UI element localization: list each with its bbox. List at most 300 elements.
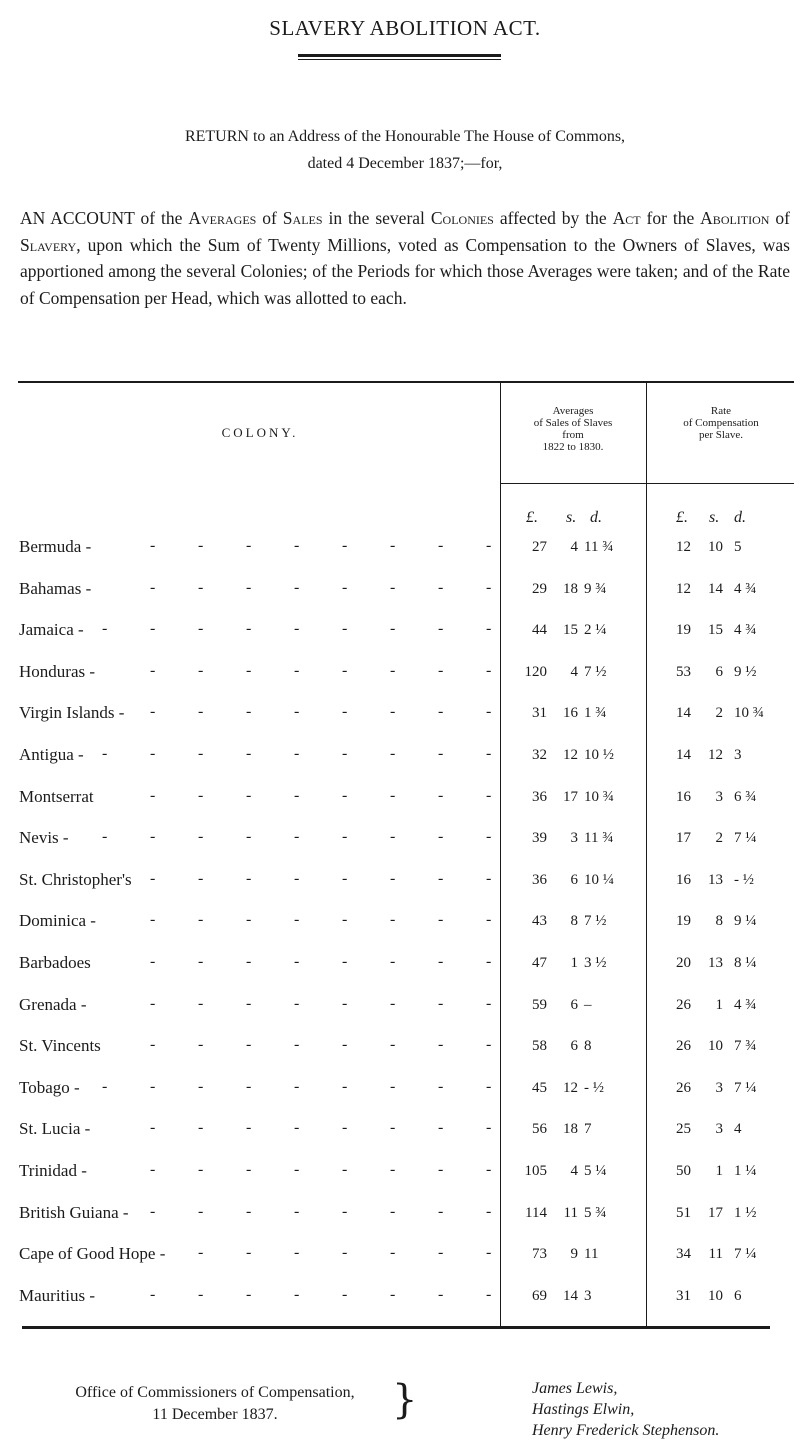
avg-pence: 11 ¾ — [584, 830, 614, 847]
leader-dash: - — [150, 620, 156, 638]
leader-dash: - — [486, 578, 492, 596]
dot-leader — [105, 537, 492, 563]
dated-line: dated 4 December 1837;—for, — [307, 155, 503, 172]
leader-dash: - — [150, 1285, 156, 1303]
leader-dash: - — [438, 994, 444, 1012]
avg-pence: 3 ½ — [584, 955, 607, 971]
avg-pounds: 59 — [532, 996, 547, 1013]
leader-dash: - — [246, 828, 252, 846]
rate-pounds: 16 — [676, 871, 691, 888]
rate-shillings: 10 — [708, 1287, 723, 1304]
avg-shillings: 11 — [563, 1204, 578, 1221]
leader-dash: - — [438, 1077, 444, 1095]
leader-dash: - — [342, 1285, 348, 1303]
averages-header-line: from — [562, 429, 584, 441]
leader-dash: - — [246, 911, 252, 929]
dot-leader — [104, 1119, 492, 1145]
rate-pounds: 19 — [676, 622, 691, 639]
rate-pence: 4 ¾ — [734, 996, 757, 1013]
avg-pounds: 36 — [532, 871, 547, 888]
rate-header-line: of Compensation — [683, 417, 759, 429]
dot-leader — [143, 1203, 492, 1229]
leader-dash: - — [438, 869, 444, 887]
rate-pence: 7 ¼ — [734, 830, 757, 847]
dot-leader — [115, 1036, 492, 1062]
rate-shillings: 17 — [708, 1204, 723, 1221]
avg-pence: 7 ½ — [584, 913, 607, 930]
avg-pounds: 105 — [524, 1163, 547, 1179]
rate-pounds: 20 — [676, 955, 691, 971]
leader-dash: - — [438, 620, 444, 638]
leader-dash: - — [294, 1285, 300, 1303]
table-row — [0, 1161, 810, 1187]
leader-dash: - — [198, 786, 204, 804]
leader-dash: - — [246, 1036, 252, 1054]
avg-pounds: 47 — [532, 955, 547, 971]
leader-dash: - — [246, 578, 252, 596]
avg-shillings: 15 — [563, 622, 578, 639]
office-line: Office of Commissioners of Compensation, — [75, 1384, 355, 1401]
rate-pence: 1 ½ — [734, 1204, 757, 1221]
table-row — [0, 1244, 810, 1270]
colony-name: Mauritius - — [19, 1285, 96, 1305]
leader-dash: - — [438, 537, 444, 554]
table-top-rule — [18, 381, 794, 383]
rate-shillings: 2 — [715, 830, 723, 847]
rate-pence: 5 — [734, 539, 742, 555]
avg-shillings: 3 — [570, 830, 578, 847]
leader-dash: - — [246, 661, 252, 679]
leader-dash: - — [150, 1036, 156, 1054]
avg-pounds: 58 — [532, 1038, 547, 1055]
title-rule-thick — [298, 54, 501, 57]
leader-dash: - — [390, 745, 396, 762]
document-title: SLAVERY ABOLITION ACT. — [269, 16, 541, 40]
table-row — [0, 953, 810, 979]
colony-name: St. Vincents — [19, 1036, 101, 1056]
office-block — [40, 1382, 390, 1426]
colony-name: Dominica - — [19, 911, 96, 931]
table-row — [0, 1036, 810, 1062]
leader-dash: - — [342, 911, 348, 929]
dot-leader — [105, 953, 492, 979]
colony-name: Cape of Good Hope - — [19, 1244, 166, 1264]
rate-pounds: 12 — [676, 539, 691, 555]
colony-name: Tobago - — [19, 1077, 80, 1097]
leader-dash: - — [150, 953, 156, 970]
leader-dash: - — [438, 828, 444, 846]
avg-pounds: 29 — [532, 580, 547, 597]
colony-name: Montserrat — [19, 786, 94, 806]
leader-dash: - — [390, 703, 396, 721]
leader-dash: - — [438, 953, 444, 970]
leader-dash: - — [198, 911, 204, 929]
leader-dash: - — [198, 745, 204, 762]
rate-pounds: 16 — [676, 788, 691, 805]
avg-shillings: 4 — [570, 539, 578, 555]
leader-dash: - — [294, 1244, 300, 1262]
avg-pence: 10 ¾ — [584, 788, 614, 805]
averages-header-line: 1822 to 1830. — [542, 441, 604, 453]
leader-dash: - — [198, 537, 204, 554]
rate-shillings: 13 — [708, 871, 723, 888]
account-lead: AN ACCOUNT — [20, 208, 135, 228]
unit-pounds-rate: £. — [676, 509, 688, 526]
leader-dash: - — [438, 661, 444, 679]
colony-name: St. Lucia - — [19, 1119, 91, 1139]
leader-dash: - — [246, 1119, 252, 1137]
dot-leader — [146, 870, 492, 896]
rate-pounds: 34 — [676, 1246, 691, 1263]
leader-dash: - — [486, 703, 492, 721]
leader-dash: - — [246, 1244, 252, 1262]
leader-dash: - — [486, 1077, 492, 1095]
leader-dash: - — [390, 620, 396, 638]
leader-dash: - — [150, 703, 156, 721]
leader-dash: - — [198, 1077, 204, 1095]
rate-shillings: 3 — [715, 1121, 723, 1138]
rate-pounds: 14 — [676, 747, 691, 763]
leader-dash: - — [294, 1077, 300, 1095]
avg-pence: 5 ¾ — [584, 1204, 607, 1221]
leader-dash: - — [486, 869, 492, 887]
rate-shillings: 3 — [715, 1079, 723, 1096]
leader-dash: - — [198, 994, 204, 1012]
dot-leader — [83, 828, 492, 854]
rate-shillings: 10 — [708, 1038, 723, 1055]
rate-pence: 7 ¼ — [734, 1246, 757, 1263]
leader-dash: - — [438, 1161, 444, 1178]
avg-shillings: 17 — [563, 788, 578, 805]
avg-pence: 7 ½ — [584, 663, 607, 680]
avg-shillings: 1 — [570, 955, 578, 971]
leader-dash: - — [294, 994, 300, 1012]
leader-dash: - — [198, 1161, 204, 1178]
rate-header-line: per Slave. — [699, 429, 743, 441]
leader-dash: - — [390, 1119, 396, 1137]
signatory: Henry Frederick Stephenson. — [532, 1422, 720, 1439]
leader-dash: - — [390, 1161, 396, 1178]
rate-shillings: 15 — [708, 622, 723, 639]
avg-pence: 11 ¾ — [584, 539, 614, 555]
avg-shillings: 6 — [570, 996, 578, 1013]
leader-dash: - — [342, 537, 348, 554]
leader-dash: - — [486, 786, 492, 804]
leader-dash: - — [294, 745, 300, 762]
leader-dash: - — [390, 1036, 396, 1054]
account-text: of the Averages of Sales in the several Colonies affected by the Act for the Abolition of Slavery, upon which the Sum of Twenty Millions, voted as Compensation to the Owners of Slaves, was apportioned among the several Colonies; of the Periods for which those Averages were taken; and of the Rate of Compensation per Head, which was allotted to each. — [20, 208, 790, 308]
rate-pounds: 12 — [676, 580, 691, 597]
leader-dash: - — [390, 994, 396, 1012]
avg-pounds: 44 — [532, 622, 547, 639]
leader-dash: - — [198, 1036, 204, 1054]
leader-dash: - — [438, 1285, 444, 1303]
return-line: RETURN to an Address of the Honourable The House of Commons, — [184, 128, 626, 145]
rate-pounds: 50 — [676, 1163, 691, 1179]
table-row — [0, 620, 810, 646]
leader-dash: - — [198, 869, 204, 887]
leader-dash: - — [486, 994, 492, 1012]
rate-pounds: 26 — [676, 996, 691, 1013]
leader-dash: - — [198, 828, 204, 846]
leader-dash: - — [246, 1161, 252, 1178]
rate-pence: 1 ¼ — [734, 1163, 757, 1179]
leader-dash: - — [342, 1077, 348, 1095]
dot-leader — [98, 745, 492, 771]
leader-dash: - — [438, 1244, 444, 1262]
leader-dash: - — [486, 537, 492, 554]
unit-shillings-rate: s. — [709, 509, 720, 526]
leader-dash: - — [486, 828, 492, 846]
table-row — [0, 787, 810, 813]
avg-pounds: 36 — [532, 788, 547, 805]
dot-leader — [110, 911, 492, 937]
leader-dash: - — [246, 953, 252, 970]
leader-dash: - — [342, 828, 348, 846]
leader-dash: - — [198, 953, 204, 970]
leader-dash: - — [102, 620, 108, 638]
leader-dash: - — [246, 786, 252, 804]
rate-pence: 10 ¾ — [734, 705, 764, 722]
rate-shillings: 8 — [715, 913, 723, 930]
leader-dash: - — [390, 786, 396, 804]
leader-dash: - — [342, 953, 348, 970]
leader-dash: - — [390, 1285, 396, 1303]
account-paragraph — [20, 205, 790, 311]
leader-dash: - — [438, 745, 444, 762]
colony-name: Trinidad - — [19, 1161, 87, 1180]
leader-dash: - — [486, 953, 492, 970]
avg-shillings: 16 — [563, 705, 578, 722]
leader-dash: - — [294, 1036, 300, 1054]
avg-pence: – — [584, 996, 592, 1013]
leader-dash: - — [150, 828, 156, 846]
leader-dash: - — [390, 1202, 396, 1220]
leader-dash: - — [246, 994, 252, 1012]
office-date: 11 December 1837. — [152, 1406, 278, 1423]
leader-dash: - — [294, 620, 300, 638]
leader-dash: - — [294, 703, 300, 721]
column-header-rate — [648, 405, 794, 441]
leader-dash: - — [150, 911, 156, 929]
leader-dash: - — [102, 828, 108, 846]
rate-pence: 4 ¾ — [734, 580, 757, 597]
dot-leader — [109, 662, 492, 688]
leader-dash: - — [246, 620, 252, 638]
avg-shillings: 18 — [563, 580, 578, 597]
table-row — [0, 1286, 810, 1312]
rate-shillings: 14 — [708, 580, 723, 597]
rate-pence: 6 — [734, 1287, 742, 1304]
leader-dash: - — [342, 994, 348, 1012]
leader-dash: - — [438, 1202, 444, 1220]
avg-shillings: 18 — [563, 1121, 578, 1138]
dot-leader — [94, 1078, 492, 1104]
rate-pence: - ½ — [734, 871, 754, 888]
leader-dash: - — [390, 537, 396, 554]
rate-shillings: 11 — [708, 1246, 723, 1263]
leader-dash: - — [246, 745, 252, 762]
avg-pounds: 114 — [525, 1204, 547, 1221]
leader-dash: - — [390, 953, 396, 970]
leader-dash: - — [438, 786, 444, 804]
table-row — [0, 911, 810, 937]
table-row — [0, 662, 810, 688]
table-row — [0, 1078, 810, 1104]
avg-pence: 10 ¼ — [584, 871, 614, 888]
leader-dash: - — [486, 1036, 492, 1054]
leader-dash: - — [198, 1202, 204, 1220]
avg-pounds: 39 — [532, 830, 547, 847]
averages-header-line: Averages — [552, 405, 594, 417]
leader-dash: - — [342, 1161, 348, 1178]
header-rule — [500, 483, 794, 484]
unit-pence-rate: d. — [734, 509, 746, 526]
colony-name: Barbadoes — [19, 953, 91, 972]
colony-name: Honduras - — [19, 661, 96, 681]
rate-shillings: 6 — [715, 663, 723, 680]
signatory: James Lewis, — [532, 1380, 618, 1397]
leader-dash: - — [486, 1285, 492, 1303]
leader-dash: - — [342, 869, 348, 887]
avg-pence: 7 — [584, 1121, 592, 1138]
rate-pounds: 53 — [676, 663, 691, 680]
table-row — [0, 1203, 810, 1229]
leader-dash: - — [390, 1244, 396, 1262]
leader-dash: - — [246, 1077, 252, 1095]
rate-shillings: 10 — [708, 539, 723, 555]
leader-dash: - — [486, 1161, 492, 1178]
leader-dash: - — [150, 869, 156, 887]
unit-shillings-averages: s. — [566, 509, 577, 526]
leader-dash: - — [390, 1077, 396, 1095]
dot-leader — [101, 1161, 492, 1187]
leader-dash: - — [486, 1119, 492, 1137]
avg-shillings: 12 — [563, 1079, 578, 1096]
leader-dash: - — [198, 1285, 204, 1303]
unit-pence-averages: d. — [590, 509, 602, 526]
table-row — [0, 579, 810, 605]
avg-shillings: 4 — [570, 1163, 578, 1179]
colony-name: Virgin Islands - — [19, 703, 125, 723]
avg-pounds: 73 — [532, 1246, 547, 1263]
avg-shillings: 14 — [563, 1287, 578, 1304]
avg-pence: 8 — [584, 1038, 592, 1055]
leader-dash: - — [294, 911, 300, 929]
colony-name: Bermuda - — [19, 537, 92, 556]
colony-name: St. Christopher's — [19, 869, 132, 889]
leader-dash: - — [198, 620, 204, 638]
leader-dash: - — [294, 786, 300, 804]
colony-name: British Guiana - — [19, 1202, 129, 1222]
signatory: Hastings Elwin, — [532, 1401, 635, 1418]
leader-dash: - — [342, 578, 348, 596]
table-row — [0, 703, 810, 729]
dot-leader — [108, 787, 492, 813]
leader-dash: - — [486, 1202, 492, 1220]
table-row — [0, 537, 810, 563]
leader-dash: - — [150, 994, 156, 1012]
avg-pounds: 56 — [532, 1121, 547, 1138]
leader-dash: - — [246, 869, 252, 887]
column-header-colony: COLONY. — [221, 425, 299, 440]
leader-dash: - — [294, 869, 300, 887]
rate-pence: 6 ¾ — [734, 788, 757, 805]
leader-dash: - — [294, 537, 300, 554]
leader-dash: - — [150, 745, 156, 762]
leader-dash: - — [294, 1161, 300, 1178]
avg-pounds: 43 — [532, 913, 547, 930]
leader-dash: - — [150, 1119, 156, 1137]
colony-name: Nevis - — [19, 828, 69, 848]
leader-dash: - — [150, 1161, 156, 1178]
rate-shillings: 3 — [715, 788, 723, 805]
table-row — [0, 745, 810, 771]
rate-pence: 8 ¼ — [734, 955, 757, 971]
avg-pence: 5 ¼ — [584, 1163, 607, 1179]
rate-shillings: 13 — [708, 955, 723, 971]
table-bottom-rule — [22, 1326, 770, 1329]
avg-pence: 2 ¼ — [584, 622, 607, 639]
avg-shillings: 8 — [570, 913, 578, 930]
rate-shillings: 1 — [715, 1163, 723, 1179]
rate-pence: 7 ¾ — [734, 1038, 757, 1055]
colony-name: Grenada - — [19, 994, 87, 1014]
avg-pence: 10 ½ — [584, 747, 614, 763]
avg-shillings: 4 — [570, 663, 578, 680]
unit-pounds-averages: £. — [526, 509, 538, 526]
avg-shillings: 9 — [570, 1246, 578, 1263]
rate-pence: 4 — [734, 1121, 742, 1138]
leader-dash: - — [438, 1036, 444, 1054]
leader-dash: - — [150, 786, 156, 804]
rate-pounds: 26 — [676, 1038, 691, 1055]
leader-dash: - — [486, 661, 492, 679]
avg-pounds: 27 — [532, 539, 547, 555]
dot-leader — [179, 1244, 492, 1270]
leader-dash: - — [438, 911, 444, 929]
leader-dash: - — [198, 703, 204, 721]
colony-name: Antigua - — [19, 745, 84, 764]
avg-pence: 3 — [584, 1287, 592, 1304]
signatories — [532, 1378, 719, 1441]
column-header-averages — [502, 405, 644, 453]
leader-dash: - — [342, 703, 348, 721]
avg-pounds: 32 — [532, 747, 547, 763]
table-row — [0, 870, 810, 896]
leader-dash: - — [150, 1202, 156, 1220]
rate-pounds: 17 — [676, 830, 691, 847]
rate-pence: 9 ½ — [734, 663, 757, 680]
dot-leader — [105, 579, 492, 605]
leader-dash: - — [390, 869, 396, 887]
rate-pounds: 51 — [676, 1204, 691, 1221]
table-row — [0, 828, 810, 854]
leader-dash: - — [438, 1119, 444, 1137]
rate-shillings: 2 — [715, 705, 723, 722]
rate-pounds: 14 — [676, 705, 691, 722]
leader-dash: - — [246, 537, 252, 554]
dot-leader — [138, 703, 492, 729]
rate-pence: 3 — [734, 747, 742, 763]
leader-dash: - — [150, 578, 156, 596]
leader-dash: - — [486, 1244, 492, 1262]
leader-dash: - — [150, 1077, 156, 1095]
dot-leader — [98, 620, 492, 646]
leader-dash: - — [294, 1119, 300, 1137]
leader-dash: - — [342, 1119, 348, 1137]
leader-dash: - — [342, 786, 348, 804]
